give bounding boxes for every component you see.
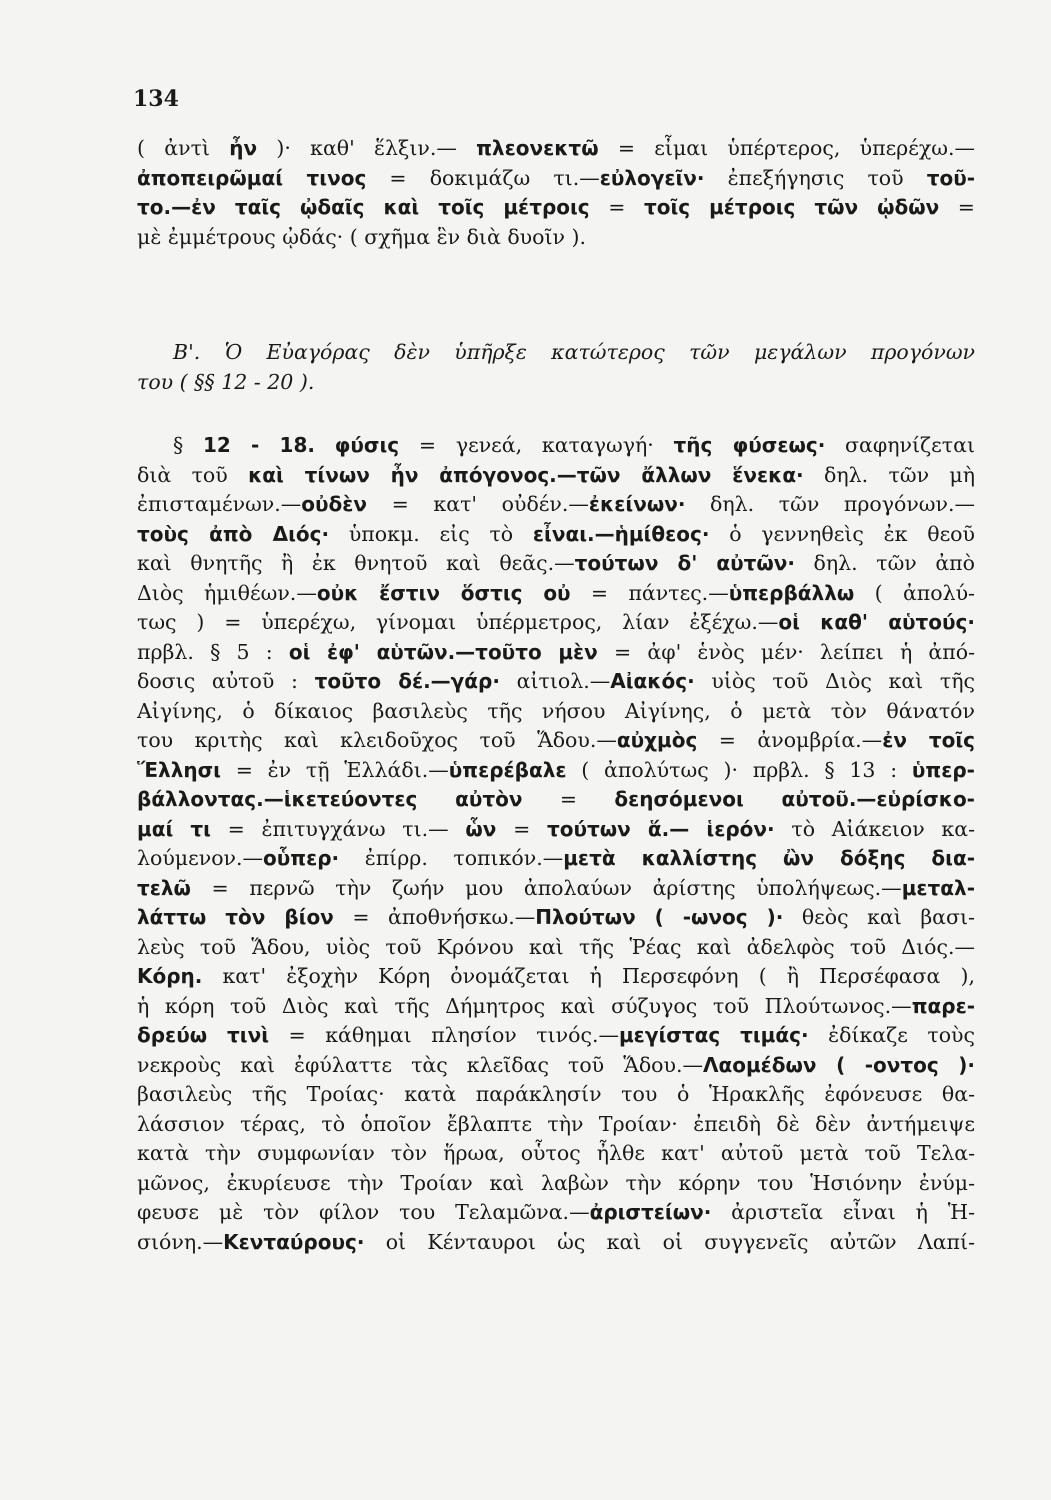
text-run: υἱὸς τοῦ Διὸς καὶ τῆς <box>694 669 975 693</box>
bold-term: τοῦτο δέ.—γάρ· <box>314 669 500 693</box>
text-run: λάσσιον τέρας, τὸ ὁποῖον ἔβλαπτε τὴν Τροίαν· ἐπειδὴ δὲ δὲν ἀντήμειψε <box>137 1111 975 1136</box>
text-line <box>137 992 975 1022</box>
bold-term: τοὺς ἀπὸ Διός· <box>137 521 330 546</box>
text-run: = ἀφ' ἑνὸς μέν· λείπει ἡ ἀπό- <box>597 639 975 664</box>
text-line <box>137 815 975 845</box>
text-line <box>137 756 975 786</box>
bold-term: ἦν <box>229 136 258 160</box>
text-line <box>137 579 975 609</box>
text-run: νεκροὺς καὶ ἐφύλαττε τὰς κλεῖδας τοῦ Ἅδου.— <box>137 1052 703 1077</box>
intro-paragraph <box>137 134 975 252</box>
bold-term: οἱ ἐφ' αὑτῶν.—τοῦτο μὲν <box>288 639 598 664</box>
bold-term: ἐκείνων· <box>588 492 686 516</box>
text-line <box>137 223 975 253</box>
text-line <box>137 338 975 368</box>
bold-term: μαί τι <box>137 816 211 841</box>
text-run: ( ἀπολύ- <box>854 580 975 605</box>
bold-term: ὑπερέβαλε <box>448 757 567 782</box>
italic-text: Β'. Ὁ Εὐαγόρας δὲν ὑπῆρξε κατώτερος τῶν μεγάλων προγόνων <box>173 340 975 364</box>
text-run: = <box>496 816 547 841</box>
text-run: λεὺς τοῦ Ἅδου, υἱὸς τοῦ Κρόνου καὶ τῆς Ῥέας καὶ ἀδελφὸς τοῦ Διός.— <box>137 934 975 959</box>
text-run: του κριτὴς καὶ κλειδοῦχος τοῦ Ἅδου.— <box>137 728 617 752</box>
text-line <box>137 520 975 550</box>
text-run: ἀριστεῖα εἶναι ἡ Ἡ- <box>711 1200 975 1224</box>
text-line <box>137 549 975 579</box>
text-run: τὸ Αἰάκειον κα- <box>774 816 975 841</box>
text-line <box>137 1198 975 1228</box>
bold-term: βάλλοντας.—ἱκετεύοντες αὐτὸν <box>137 787 523 811</box>
text-run: δοσις αὐτοῦ : <box>137 669 315 693</box>
text-line <box>137 608 975 638</box>
text-run: § <box>173 433 204 457</box>
bold-term: Κόρη. <box>137 964 203 988</box>
text-run: Διὸς ἡμιθέων.— <box>137 580 317 605</box>
text-run: αἰτιολ.— <box>499 669 611 693</box>
text-line <box>137 1051 975 1081</box>
bold-term: Λαομέδων ( -οντος )· <box>703 1052 975 1077</box>
text-line <box>137 1021 975 1051</box>
text-line <box>137 1169 975 1199</box>
text-line <box>137 164 975 194</box>
bold-term: τούτων δ' αὐτῶν· <box>574 551 795 575</box>
text-run: = ἐπιτυγχάνω τι.— <box>210 816 466 841</box>
text-run: τως ) = ὑπερέχω, γίνομαι ὑπέρμετρος, λίαν ἐξέχω.— <box>137 610 779 634</box>
bold-term: παρε- <box>911 993 975 1018</box>
bold-term: πλεονεκτῶ <box>476 136 599 160</box>
text-run: = δοκιμάζω τι.— <box>366 165 600 190</box>
text-run: δηλ. τῶν προγόνων.— <box>685 492 975 516</box>
bold-term: οὐκ ἔστιν ὅστις οὐ <box>316 580 571 605</box>
text-line <box>137 431 975 461</box>
bold-term: αὐχμὸς <box>616 728 698 752</box>
bold-term: καὶ τίνων ἦν ἀπόγονος.—τῶν ἄλλων ἕνεκα· <box>248 462 804 487</box>
bold-term: εἶναι.—ἡμίθεος· <box>532 521 710 546</box>
bold-term: Πλούτων ( -ωνος )· <box>535 905 784 929</box>
text-run: θεὸς καὶ βασι- <box>783 905 975 929</box>
text-run: οἱ Κένταυροι ὡς καὶ οἱ συγγενεῖς αὐτῶν Λαπί- <box>364 1229 975 1254</box>
text-run: = <box>589 195 644 219</box>
text-run: καὶ θνητῆς ἢ ἐκ θνητοῦ καὶ θεᾶς.— <box>137 551 575 575</box>
text-line <box>137 1228 975 1258</box>
bold-term: ὑπερβάλλω <box>728 580 855 605</box>
text-run: )· καθ' ἕλξιν.— <box>257 136 477 160</box>
bold-term: φύσις <box>334 433 400 457</box>
text-run: κατ' ἐξοχὴν Κόρη ὀνομάζεται ἡ Περσεφόνη ( ἢ Περσέφασα ), <box>202 964 975 988</box>
bold-term: ἀριστείων· <box>589 1200 712 1224</box>
text-run: ἐδίκαζε τοὺς <box>808 1023 975 1047</box>
bold-term: ὧν <box>465 816 497 841</box>
text-line <box>137 638 975 668</box>
bold-term: Αἰακός· <box>610 669 695 693</box>
text-run: ἐπίρρ. τοπικόν.— <box>339 846 564 870</box>
text-run: = κάθημαι πλησίον τινός.— <box>269 1023 619 1047</box>
text-run: λούμενον.— <box>137 846 264 870</box>
bold-term: τούτων ἅ.— ἱερόν· <box>547 816 775 841</box>
text-run: ἡ κόρη τοῦ Διὸς καὶ τῆς Δήμητρος καὶ σύζυγος τοῦ Πλούτωνος.— <box>137 993 912 1018</box>
bold-term: ἐν τοῖς <box>882 728 975 752</box>
text-line <box>137 962 975 992</box>
text-run: = <box>939 195 975 219</box>
italic-text: του ( §§ 12 - 20 ). <box>137 369 315 394</box>
text-line <box>137 667 975 697</box>
text-line <box>137 368 975 398</box>
bold-term: τοῦ- <box>926 165 975 190</box>
text-line <box>137 726 975 756</box>
bold-term: οὐδὲν <box>301 492 368 516</box>
text-line <box>137 933 975 963</box>
text-line <box>137 874 975 904</box>
bold-term: 12 - 18. <box>203 433 315 457</box>
text-run: ἐπισταμένων.— <box>137 492 302 516</box>
text-line <box>137 193 975 223</box>
bold-term: οὗπερ· <box>263 846 340 870</box>
bold-term: ἀποπειρῶμαί τινος <box>137 165 367 190</box>
text-run: ὑποκμ. εἰς τὸ <box>329 521 533 546</box>
text-run: = ἀποθνήσκω.— <box>333 905 536 929</box>
text-line <box>137 461 975 491</box>
bold-term: δεησόμενοι αὐτοῦ.—εὑρίσκο- <box>614 787 975 811</box>
bold-term: Ἕλλησι <box>137 757 221 782</box>
text-run: κατὰ τὴν συμφωνίαν τὸν ἥρωα, οὗτος ἦλθε κατ' αὐτοῦ μετὰ τοῦ Τελα- <box>137 1141 975 1165</box>
text-run: ( ἀντὶ <box>137 136 230 160</box>
text-run: = <box>522 787 615 811</box>
text-run: ( ἀπολύτως )· πρβλ. § 13 : <box>566 757 912 782</box>
text-run: = ἀνομβρία.— <box>697 728 883 752</box>
bold-term: τῆς φύσεως· <box>673 433 826 457</box>
text-run: ὁ γεννηθεὶς ἐκ θεοῦ <box>709 521 975 546</box>
bold-term: μετὰ καλλίστης ὢν δόξης δια- <box>563 846 975 870</box>
bold-term: τελῶ <box>137 875 191 900</box>
text-run: φευσε μὲ τὸν φίλον του Τελαμῶνα.— <box>137 1200 590 1224</box>
text-run: σαφηνίζεται <box>825 433 975 457</box>
text-line <box>137 697 975 727</box>
text-run: μὲ ἐμμέτρους ᾠδάς· ( σχῆμα ἓν διὰ δυοῖν ). <box>137 224 587 249</box>
bold-term: εὐλογεῖν· <box>599 165 705 190</box>
text-line <box>137 1080 975 1110</box>
bold-term: ὑπερ- <box>911 757 975 782</box>
bold-term: το.—ἐν ταῖς ᾠδαῖς καὶ τοῖς μέτροις <box>137 195 590 219</box>
text-line <box>137 490 975 520</box>
text-run: = κατ' οὐδέν.— <box>367 492 589 516</box>
text-run <box>315 433 335 457</box>
text-run: δηλ. τῶν μὴ <box>803 462 975 487</box>
text-line <box>137 134 975 164</box>
text-run: διὰ τοῦ <box>137 462 249 487</box>
text-line <box>137 844 975 874</box>
bold-term: λάττω τὸν βίον <box>137 905 334 929</box>
text-run: σιόνη.— <box>137 1229 224 1254</box>
text-run: ἐπεξήγησις τοῦ <box>704 165 927 190</box>
text-run: μῶνος, ἐκυρίευσε τὴν Τροίαν καὶ λαβὼν τὴν κόρην του Ἡσιόνην ἐνύμ- <box>137 1170 975 1195</box>
text-run: = γενεά, καταγωγή· <box>399 433 674 457</box>
text-run: Αἰγίνης, ὁ δίκαιος βασιλεὺς τῆς νήσου Αἰγίνης, ὁ μετὰ τὸν θάνατόν <box>137 698 975 723</box>
text-line <box>137 785 975 815</box>
text-run: = ἐν τῇ Ἑλλάδι.— <box>220 757 449 782</box>
text-line <box>137 1139 975 1169</box>
bold-term: Κενταύρους· <box>223 1229 365 1254</box>
bold-term: δρεύω τινὶ <box>137 1023 270 1047</box>
text-line <box>137 903 975 933</box>
text-run: δηλ. τῶν ἀπὸ <box>794 551 975 575</box>
page-number: 134 <box>133 86 179 112</box>
text-run: = περνῶ τὴν ζωήν μου ἀπολαύων ἀρίστης ὑπολήψεως.— <box>190 875 902 900</box>
text-run: βασιλεὺς τῆς Τροίας· κατὰ παράκλησίν του ὁ Ἡρακλῆς ἐφόνευσε θα- <box>137 1082 975 1106</box>
bold-term: τοῖς μέτροις τῶν ᾠδῶν <box>643 195 940 219</box>
text-run: πρβλ. § 5 : <box>137 639 289 664</box>
bold-term: οἱ καθ' αὑτούς· <box>778 610 975 634</box>
text-line <box>137 1110 975 1140</box>
text-run: = εἶμαι ὑπέρτερος, ὑπερέχω.— <box>598 136 975 160</box>
bold-term: μεγίστας τιμάς· <box>618 1023 809 1047</box>
commentary-body <box>137 431 975 1257</box>
bold-term: μεταλ- <box>901 875 975 900</box>
text-run: = πάντες.— <box>570 580 729 605</box>
section-heading <box>137 338 975 397</box>
